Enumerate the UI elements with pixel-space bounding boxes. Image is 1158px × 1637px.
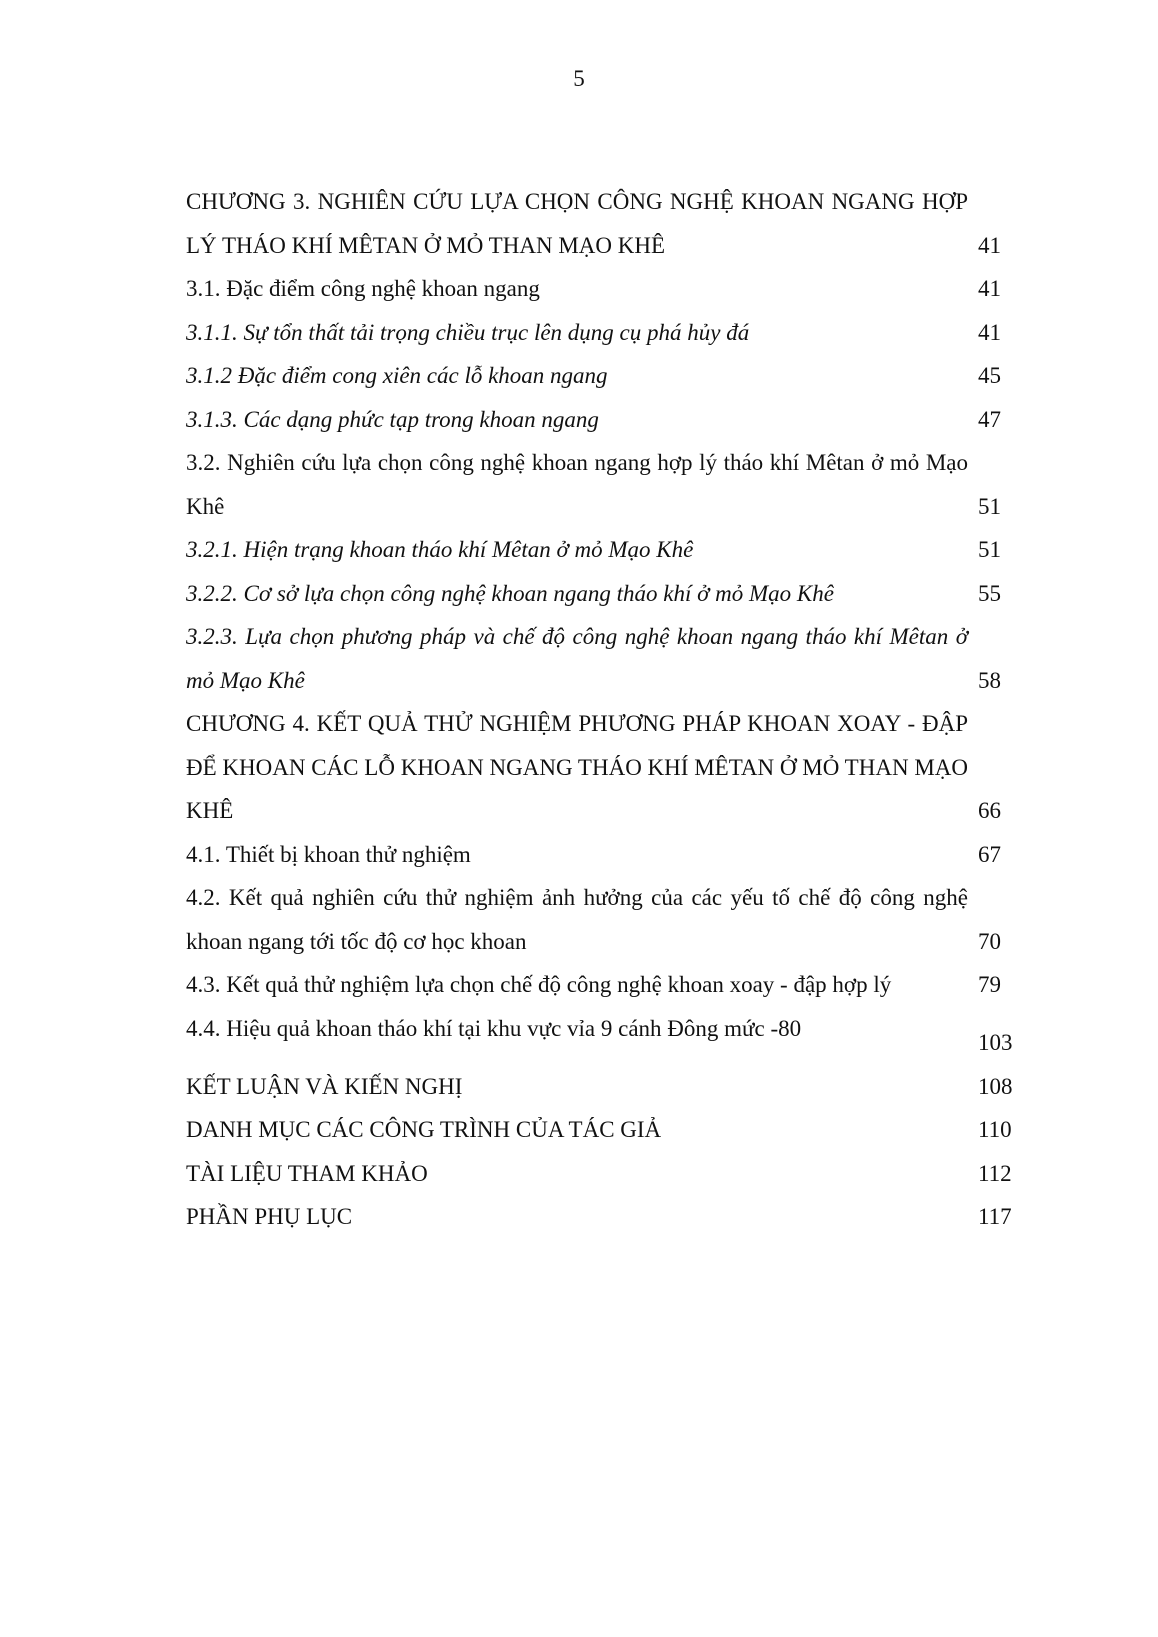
- toc-entry-text: PHẦN PHỤ LỤC: [186, 1204, 353, 1229]
- toc-entry-page: 66: [978, 798, 1001, 823]
- toc-entry-3-2-3[interactable]: [186, 615, 1026, 702]
- toc-entry-page: 55: [978, 580, 1001, 606]
- table-of-contents: [186, 180, 1026, 1239]
- toc-entry-text: CHƯƠNG 3. NGHIÊN CỨU LỰA CHỌN CÔNG NGHỆ KHOAN NGANG HỢP LÝ THÁO KHÍ MÊTAN Ở MỎ THAN MẠO KHÊ: [186, 189, 968, 258]
- toc-entry-page: 79: [978, 972, 1001, 997]
- toc-entry-text: 3.2.1. Hiện trạng khoan tháo khí Mêtan ở mỏ Mạo Khê: [186, 537, 694, 562]
- toc-entry-4-3[interactable]: [186, 963, 1026, 1007]
- toc-entry-page: 112: [978, 1160, 1012, 1186]
- toc-entry-3-1[interactable]: [186, 267, 1026, 311]
- toc-entry-text: 3.1.2 Đặc điểm cong xiên các lỗ khoan ngang: [186, 363, 608, 388]
- toc-entry-page: 117: [978, 1204, 1012, 1229]
- toc-entry-page: 108: [978, 1073, 1013, 1099]
- toc-entry-3-1-2[interactable]: [186, 354, 1026, 398]
- toc-entry-3-2-1[interactable]: [186, 528, 1026, 572]
- toc-entry-conclusion[interactable]: [186, 1065, 1026, 1109]
- toc-entry-page: 51: [978, 537, 1001, 562]
- toc-entry-text: 3.1.1. Sự tổn thất tải trọng chiều trục lên dụng cụ phá hủy đá: [186, 319, 750, 345]
- toc-entry-3-1-1[interactable]: [186, 311, 1026, 355]
- toc-entry-text: CHƯƠNG 4. KẾT QUẢ THỬ NGHIỆM PHƯƠNG PHÁP KHOAN XOAY - ĐẬP ĐỂ KHOAN CÁC LỖ KHOAN NGANG THÁO KHÍ MÊTAN Ở MỎ THAN MẠO KHÊ: [186, 711, 968, 823]
- toc-entry-3-2[interactable]: [186, 441, 1026, 528]
- toc-entry-chapter-4[interactable]: [186, 702, 1026, 833]
- toc-entry-page: 103: [978, 1030, 1013, 1055]
- toc-entry-page: 41: [978, 232, 1001, 258]
- toc-entry-4-2[interactable]: [186, 876, 1026, 963]
- toc-entry-text: 4.1. Thiết bị khoan thử nghiệm: [186, 841, 471, 867]
- toc-entry-author-works[interactable]: [186, 1108, 1026, 1152]
- toc-entry-page: 110: [978, 1117, 1012, 1142]
- toc-entry-text: 3.2. Nghiên cứu lựa chọn công nghệ khoan ngang hợp lý tháo khí Mêtan ở mỏ Mạo Khê: [186, 450, 968, 519]
- toc-entry-page: 51: [978, 493, 1001, 519]
- toc-entry-text: 4.3. Kết quả thử nghiệm lựa chọn chế độ công nghệ khoan xoay - đập hợp lý: [186, 972, 892, 997]
- toc-entry-page: 41: [978, 276, 1001, 301]
- toc-entry-text: TÀI LIỆU THAM KHẢO: [186, 1160, 428, 1186]
- toc-entry-page: 67: [978, 841, 1001, 867]
- toc-entry-page: 45: [978, 363, 1001, 388]
- toc-entry-references[interactable]: [186, 1152, 1026, 1196]
- page-number: 5: [573, 66, 585, 91]
- toc-entry-3-2-2[interactable]: [186, 572, 1026, 616]
- toc-entry-page: 70: [978, 928, 1001, 954]
- toc-entry-page: 58: [978, 667, 1001, 693]
- toc-entry-page: 47: [978, 406, 1001, 432]
- toc-entry-4-1[interactable]: [186, 833, 1026, 877]
- toc-entry-chapter-3[interactable]: [186, 180, 1026, 267]
- toc-entry-text: 3.2.2. Cơ sở lựa chọn công nghệ khoan ngang tháo khí ở mỏ Mạo Khê: [186, 580, 834, 606]
- toc-entry-text: 4.4. Hiệu quả khoan tháo khí tại khu vực vỉa 9 cánh Đông mức -80: [186, 1015, 802, 1041]
- toc-entry-4-4[interactable]: [186, 1007, 1026, 1065]
- toc-entry-3-1-3[interactable]: [186, 398, 1026, 442]
- toc-entry-text: 3.1. Đặc điểm công nghệ khoan ngang: [186, 276, 540, 301]
- toc-entry-appendix[interactable]: [186, 1195, 1026, 1239]
- toc-entry-text: 3.1.3. Các dạng phức tạp trong khoan ngang: [186, 406, 599, 432]
- toc-entry-page: 41: [978, 319, 1001, 345]
- toc-entry-text: 3.2.3. Lựa chọn phương pháp và chế độ công nghệ khoan ngang tháo khí Mêtan ở mỏ Mạo Khê: [186, 624, 968, 693]
- toc-entry-text: KẾT LUẬN VÀ KIẾN NGHỊ: [186, 1073, 463, 1099]
- toc-entry-text: DANH MỤC CÁC CÔNG TRÌNH CỦA TÁC GIẢ: [186, 1117, 662, 1142]
- toc-entry-text: 4.2. Kết quả nghiên cứu thử nghiệm ảnh hưởng của các yếu tố chế độ công nghệ khoan ngang tới tốc độ cơ học khoan: [186, 885, 968, 954]
